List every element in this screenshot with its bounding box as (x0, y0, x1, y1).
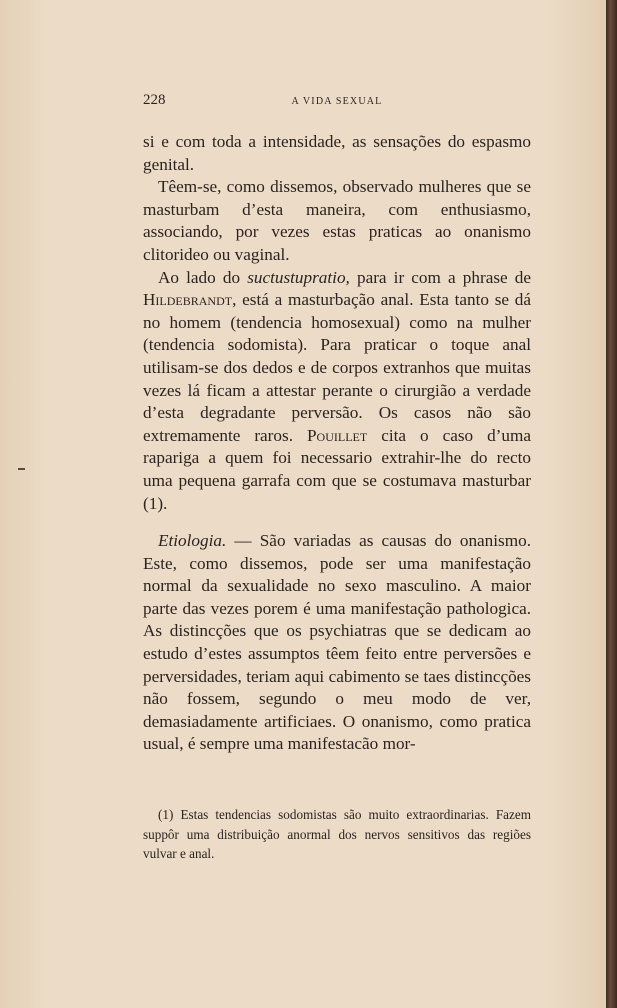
paragraph-4 (143, 530, 531, 756)
section-spacer (143, 515, 531, 530)
latin-term: suctustupratio, (247, 267, 350, 287)
page-number: 228 (143, 92, 166, 108)
running-title: A VIDA SEXUAL (291, 96, 383, 107)
p4-text: — São variadas as causas do onanismo. Este, como dissemos, pode ser uma manifestação normal da sexualidade no sexo masculino. A maior parte das vezes porem é uma manifestação pathologica. As distincções que os psychiatras que se dedicam ao estudo d’estes assumptos têem feito entre perversões e perversidades, teriam aqui cabimento se taes distincções não fossem, segundo o meu modo de ver, demasiadamente artificiaes. O onanismo, como pratica usual, é sempre uma manifestacão mor- (143, 531, 531, 754)
page-header (143, 92, 531, 112)
p3-text-e: , está a masturbação anal. Esta tanto se dá no homem (tendencia homosexual) como na mulher (tendencia sodomista). Para praticar o toque anal utilisam-se dos dedos e de corpos extranhos que muitas vezes lá ficam a attestar perante o cirurgião a verdade d’esta degradante perversão. Os casos não são extremamente raros. (143, 290, 531, 445)
paragraph-1: si e com toda a intensidade, as sensações do espasmo genital. (143, 132, 531, 174)
p3-text-g: cita o caso d’uma rapariga a quem foi necessario extrahir-lhe do recto uma pequena garrafa com que se costumava masturbar (1). (143, 425, 532, 513)
paragraph-2: Têem-se, como dissemos, observado mulheres que se masturbam d’esta maneira, com enthusiasmo, associando, por vezes estas praticas ao onanismo clitorideo ou vaginal. (143, 177, 531, 264)
paragraph-3 (143, 267, 531, 516)
p3-text-a: Ao lado do (158, 267, 248, 287)
book-edge (606, 0, 617, 1008)
author-name-pouillet: Pouillet (306, 425, 368, 445)
footnote-1: (1) Estas tendencias sodomistas são muito extraordinarias. Fazem suppôr uma distribuição anormal dos nervos sensitivos das regiões vulvar e anal. (143, 807, 531, 861)
p3-text-c: para ir com a phrase de (349, 267, 531, 287)
author-name-hildebrandt: Hildebrandt (143, 290, 233, 310)
body-text (143, 131, 531, 756)
footnotes (143, 805, 531, 864)
section-heading-etiologia: Etiologia. (158, 531, 227, 551)
margin-mark (18, 468, 25, 470)
